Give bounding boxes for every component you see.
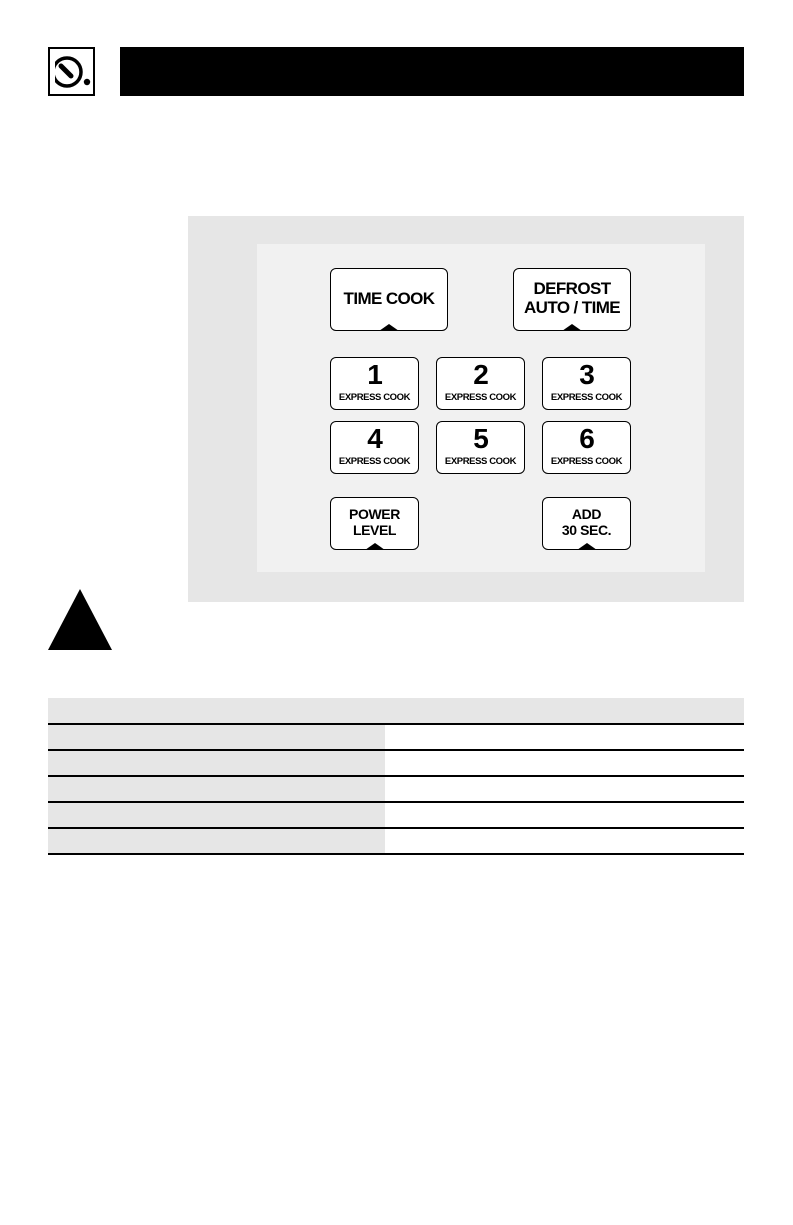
key-indicator-icon [365, 543, 385, 550]
table-row [48, 829, 744, 855]
key-sublabel: EXPRESS COOK [550, 456, 623, 467]
table-row [48, 803, 744, 829]
thirty-sec-label: 30 SEC. [561, 522, 612, 538]
number-key-3[interactable] [542, 357, 631, 410]
section-header-bar [120, 47, 744, 96]
table-cell-right [385, 803, 744, 827]
number-key-5[interactable] [436, 421, 525, 474]
time-cook-key[interactable] [330, 268, 448, 331]
key-indicator-icon [577, 543, 597, 550]
table-cell-right [385, 725, 744, 749]
defrost-auto-time-key[interactable] [513, 268, 631, 331]
key-digit: 3 [579, 359, 594, 390]
table-cell-left [48, 777, 385, 801]
key-digit: 6 [579, 423, 594, 454]
key-digit: 2 [473, 359, 488, 390]
table-cell-left [48, 803, 385, 827]
table-row [48, 725, 744, 751]
number-key-2[interactable] [436, 357, 525, 410]
table-header [48, 698, 744, 725]
key-sublabel: EXPRESS COOK [338, 392, 411, 403]
table-cell-right [385, 829, 744, 853]
level-label: LEVEL [352, 522, 397, 538]
defrost-label: DEFROST [533, 279, 611, 298]
key-digit: 5 [473, 423, 488, 454]
time-cook-label: TIME COOK [343, 289, 435, 308]
number-key-6[interactable] [542, 421, 631, 474]
key-digit: 1 [367, 359, 382, 390]
settings-table [48, 698, 744, 855]
table-cell-left [48, 829, 385, 853]
caution-triangle-icon [48, 589, 112, 650]
power-label: POWER [349, 506, 400, 522]
key-sublabel: EXPRESS COOK [338, 456, 411, 467]
table-cell-left [48, 751, 385, 775]
power-level-key[interactable] [330, 497, 419, 550]
key-digit: 4 [367, 423, 382, 454]
oven-dial-icon [48, 47, 95, 96]
key-indicator-icon [379, 324, 399, 331]
add-label: ADD [571, 506, 602, 522]
key-sublabel: EXPRESS COOK [550, 392, 623, 403]
number-key-1[interactable] [330, 357, 419, 410]
table-row [48, 751, 744, 777]
key-indicator-icon [562, 324, 582, 331]
table-row [48, 777, 744, 803]
auto-time-label: AUTO / TIME [523, 298, 621, 317]
table-cell-right [385, 751, 744, 775]
number-key-4[interactable] [330, 421, 419, 474]
table-cell-left [48, 725, 385, 749]
add-30-sec-key[interactable] [542, 497, 631, 550]
key-sublabel: EXPRESS COOK [444, 456, 517, 467]
table-cell-right [385, 777, 744, 801]
key-sublabel: EXPRESS COOK [444, 392, 517, 403]
